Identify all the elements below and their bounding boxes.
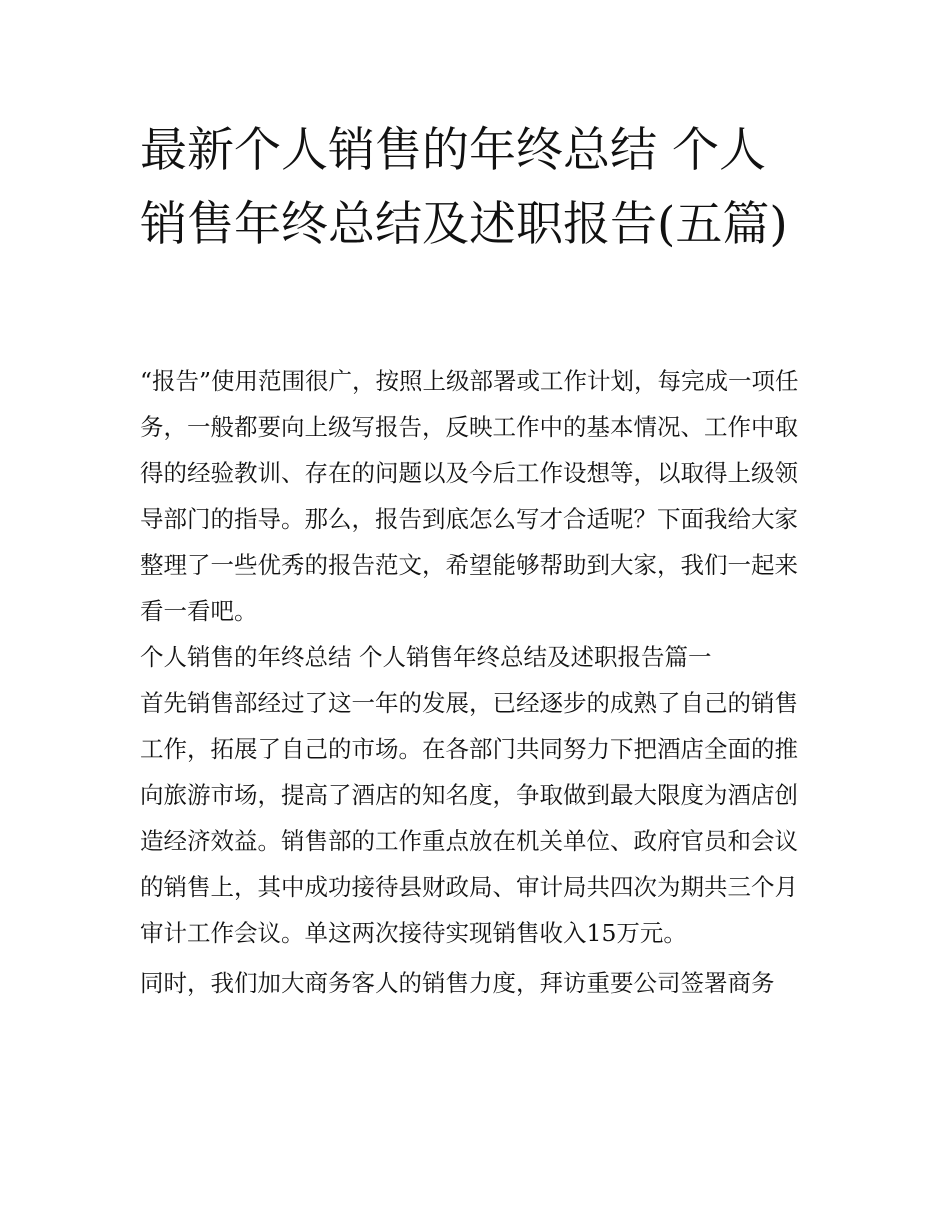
document-title: 最新个人销售的年终总结 个人销售年终总结及述职报告(五篇) bbox=[140, 123, 788, 252]
body-paragraph: 首先销售部经过了这一年的发展，已经逐步的成熟了自己的销售工作，拓展了自己的市场。在各部门共同努力下把酒店全面的推向旅游市场，提高了酒店的知名度，争取做到最大限度为酒店创造经济效益。销售部的工作重点放在机关单位、政府官员和会议的销售上，其中成功接待县财政局、审计局共四次为期共三个月审计工作会议。单这两次接待实现销售收入15万元。 bbox=[140, 689, 798, 947]
section-heading: 个人销售的年终总结 个人销售年终总结及述职报告篇一 bbox=[140, 643, 712, 671]
document-body bbox=[140, 358, 812, 1006]
body-paragraph: 同时，我们加大商务客人的销售力度，拜访重要公司签署商务 bbox=[140, 969, 775, 997]
intro-paragraph: “报告”使用范围很广，按照上级部署或工作计划，每完成一项任务，一般都要向上级写报告，反映工作中的基本情况、工作中取得的经验教训、存在的问题以及今后工作设想等，以取得上级领导部门的指导。那么，报告到底怎么写才合适呢？下面我给大家整理了一些优秀的报告范文，希望能够帮助到大家，我们一起来看一看吧。 bbox=[140, 367, 799, 625]
